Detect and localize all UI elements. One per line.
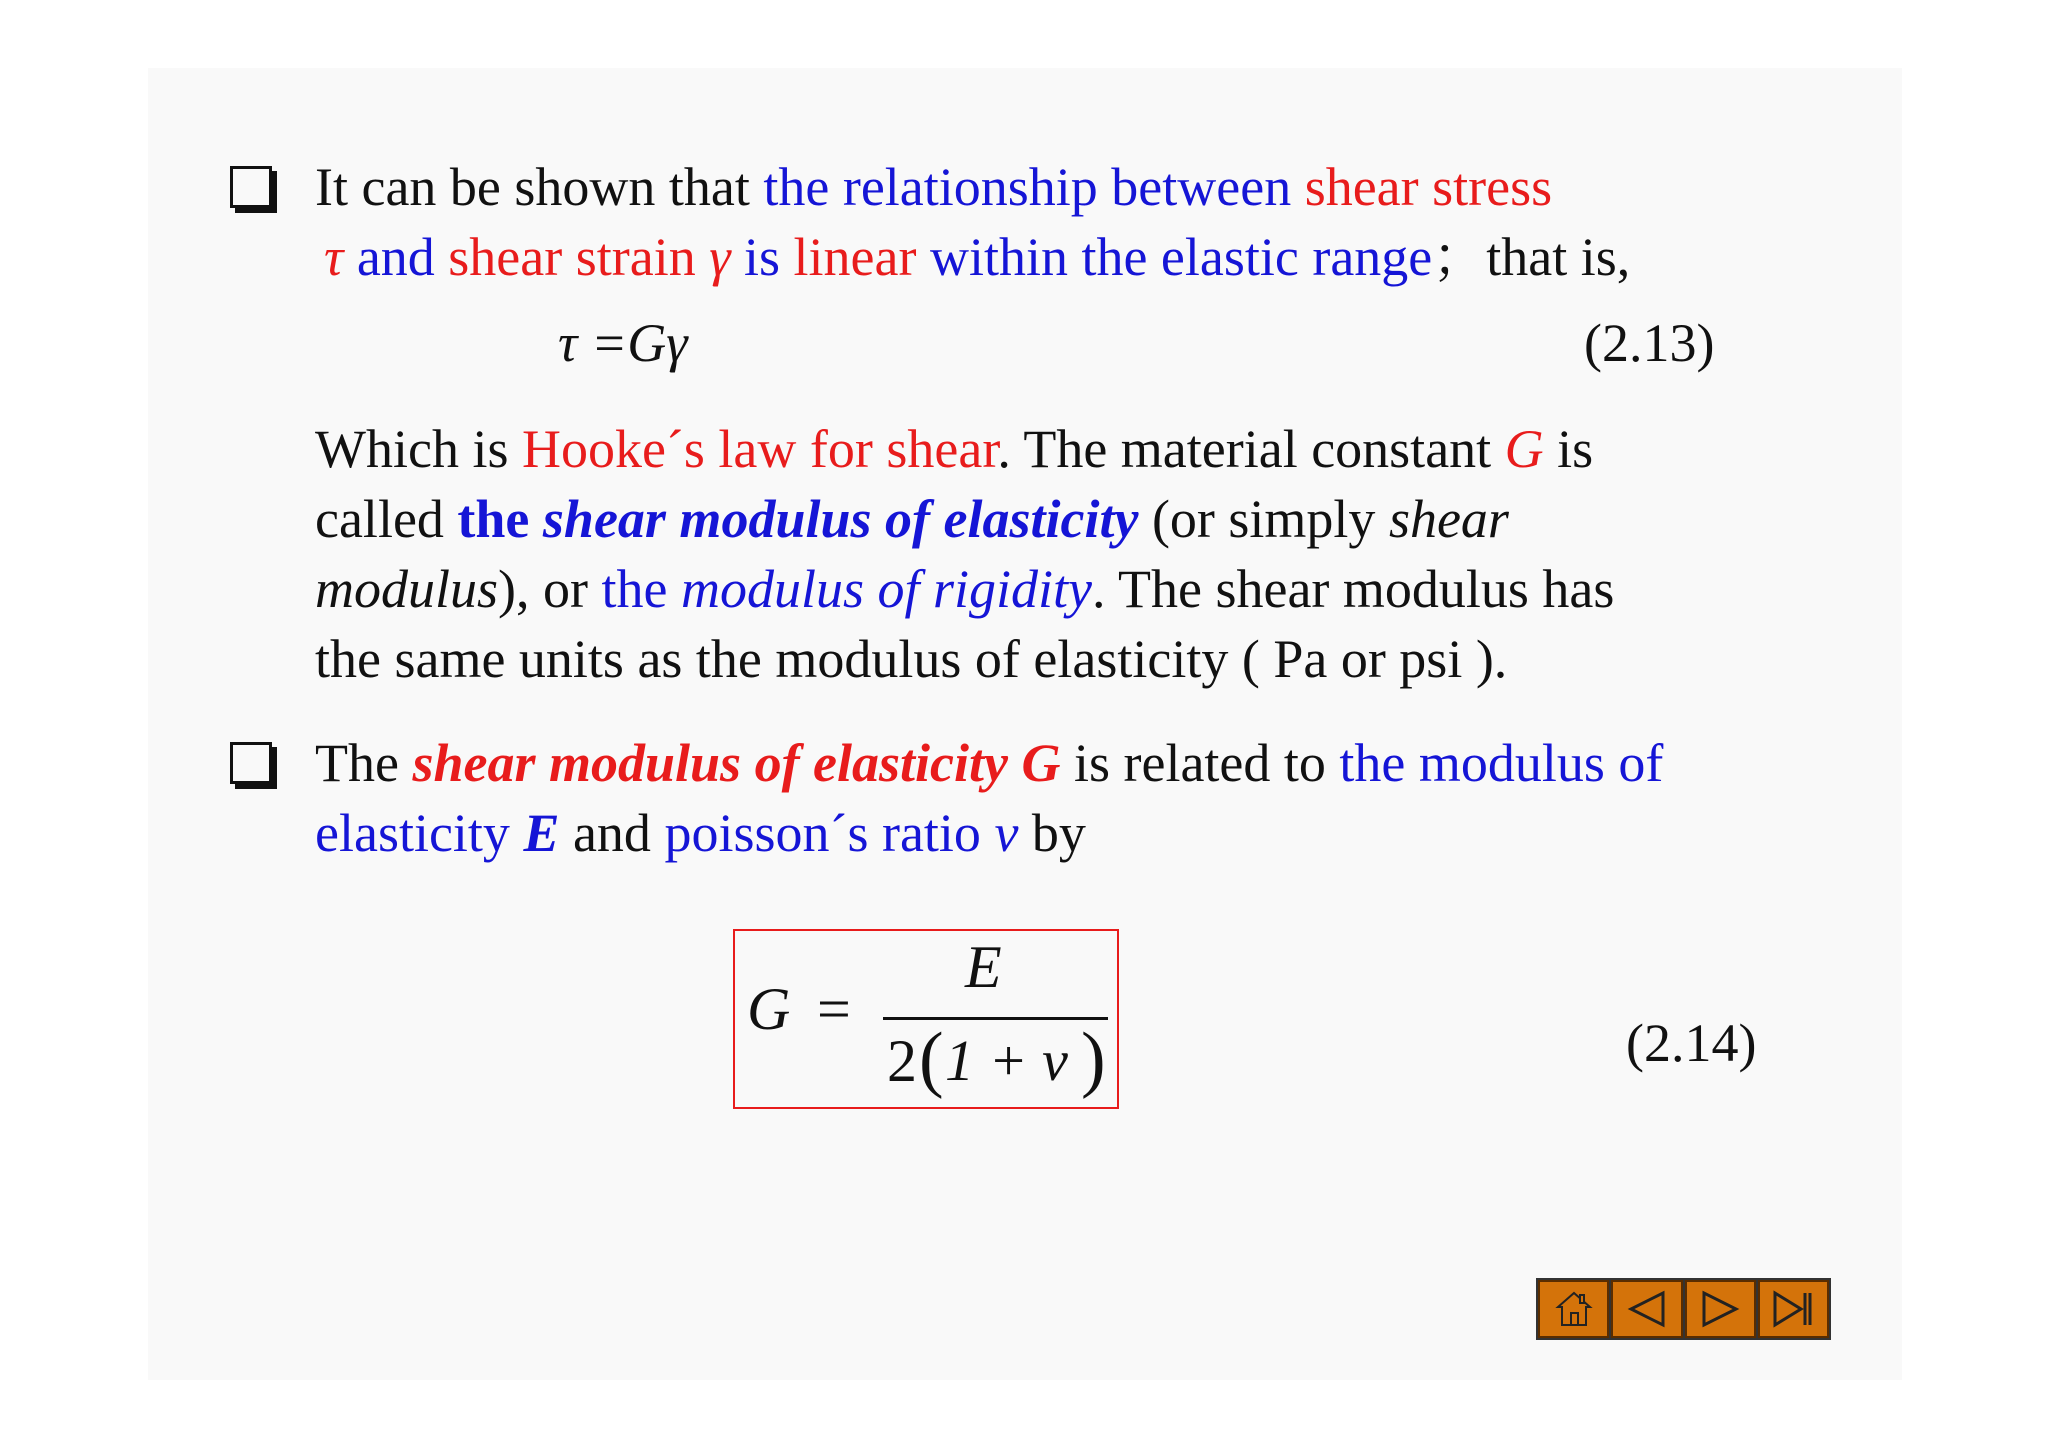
fraction-bar [883, 1017, 1108, 1020]
term-shear-modulus: shear modulus of elasticity [542, 489, 1139, 549]
text-run: modulus [315, 559, 499, 619]
home-button[interactable] [1538, 1280, 1609, 1338]
text-run: ；that is, [1432, 227, 1631, 287]
symbol-G: G [1504, 419, 1544, 479]
text-run: within the elastic range [916, 227, 1433, 287]
gamma-symbol: γ [709, 227, 731, 287]
equation-number-2-14: (2.14) [1626, 1013, 1757, 1073]
text-run: (or simply [1138, 489, 1389, 549]
equation-number-2-13: (2.13) [1584, 313, 1715, 373]
next-slide-button[interactable] [1685, 1280, 1756, 1338]
equation-2-13: τ =Gγ [558, 313, 688, 373]
text-run: . The shear modulus has [1091, 559, 1615, 619]
para1-line4: the same units as the modulus of elasticity ( Pa or psi ). [315, 629, 1508, 689]
formula-denominator-coefficient: 2 [887, 1028, 917, 1094]
formula-lhs: G [747, 976, 791, 1042]
formula-left-paren: ( [919, 1018, 944, 1100]
bullet-checkbox-icon [230, 166, 272, 208]
nu-symbol: ν [994, 803, 1019, 863]
previous-slide-button[interactable] [1611, 1280, 1682, 1338]
formula-equals: = [817, 976, 851, 1042]
bullet1-line2 [324, 222, 1630, 292]
term-shear-modulus-G: shear modulus of elasticity G [412, 733, 1061, 793]
bullet1-line1 [315, 152, 1552, 222]
text-run: ), or [498, 559, 602, 619]
text-run: . The material constant [997, 419, 1505, 479]
formula-numerator: E [965, 934, 1002, 1000]
prev-triangle-icon [1625, 1289, 1669, 1329]
text-run: linear [793, 227, 917, 287]
formula-right-paren: ) [1081, 1018, 1106, 1100]
symbol-E: E [523, 803, 560, 863]
text-run: is related to [1060, 733, 1340, 793]
text-run: shear [1388, 489, 1509, 549]
text-run: called [315, 489, 458, 549]
tau-symbol: τ [324, 227, 344, 287]
text-run: Hooke´s law for shear [521, 419, 998, 479]
text-run: shear stress [1304, 157, 1553, 217]
home-icon [1554, 1289, 1594, 1329]
text-run: Which is [315, 419, 522, 479]
text-run: shear strain [448, 227, 710, 287]
slide-navigation [1536, 1278, 1831, 1340]
formula-box [733, 929, 1119, 1109]
para1-line3 [315, 554, 1614, 624]
text-run: elasticity [315, 803, 524, 863]
text-run: the modulus of [1339, 733, 1664, 793]
text-run: is [1543, 419, 1594, 479]
text-run: by [1018, 803, 1086, 863]
text-run: the [601, 559, 681, 619]
text-run: and [559, 803, 665, 863]
bullet-checkbox-icon [230, 742, 272, 784]
text-run: and [343, 227, 449, 287]
para1-line1 [315, 414, 1593, 484]
text-run: poisson´s ratio [664, 803, 995, 863]
text-run: the [457, 489, 543, 549]
text-run: the relationship between [763, 157, 1305, 217]
bullet2-line1 [315, 728, 1663, 798]
para1-line2 [315, 484, 1509, 554]
next-triangle-icon [1698, 1289, 1742, 1329]
text-run: The [315, 733, 413, 793]
text-run: is [730, 227, 794, 287]
term-modulus-of-rigidity: modulus of rigidity [680, 559, 1092, 619]
last-page-icon [1771, 1289, 1815, 1329]
text-run: It can be shown that [315, 157, 764, 217]
formula-denominator-inner: 1 + ν [945, 1028, 1068, 1093]
last-slide-button[interactable] [1758, 1280, 1829, 1338]
bullet2-line2 [315, 798, 1086, 868]
